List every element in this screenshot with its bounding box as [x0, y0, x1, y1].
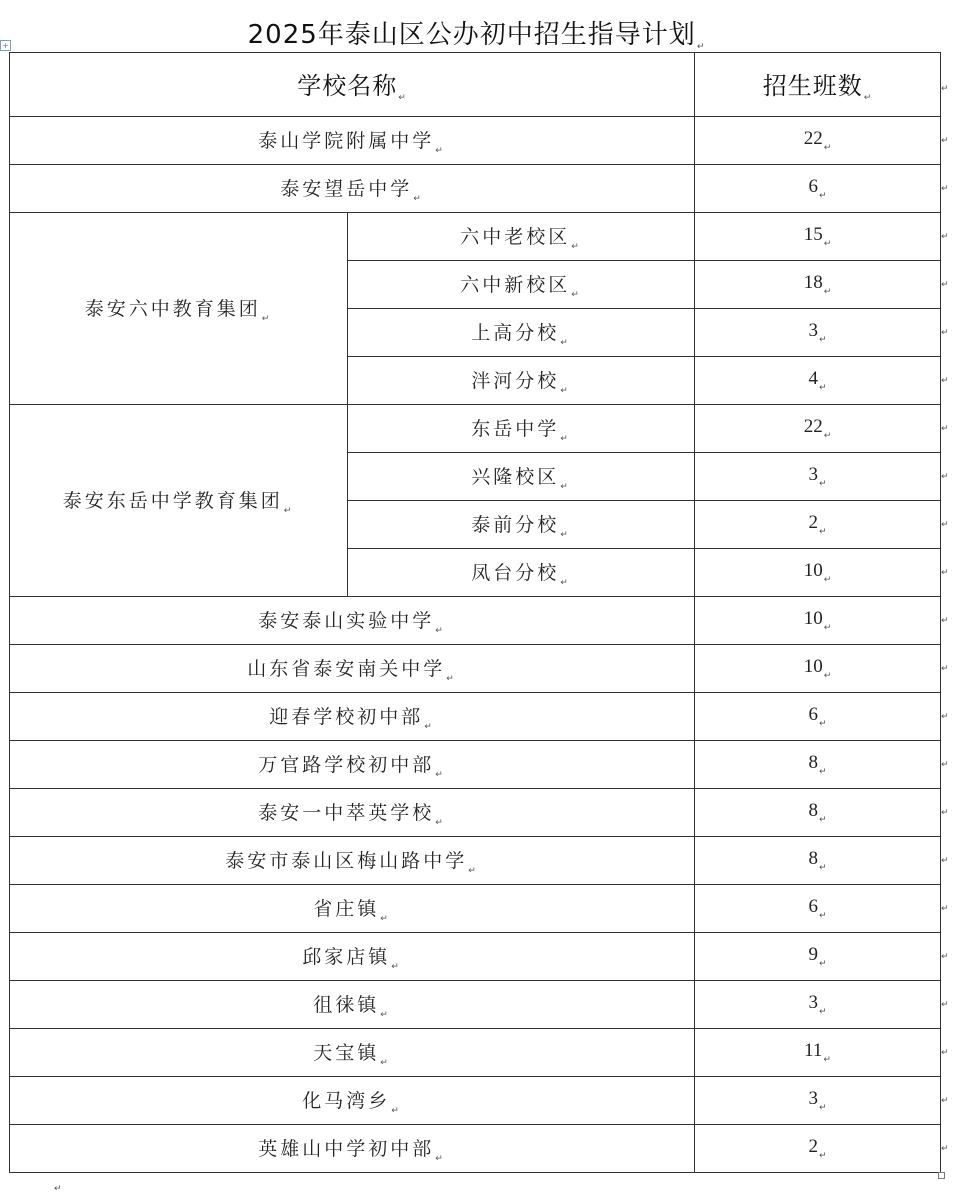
count-cell	[695, 741, 941, 789]
count-cell	[695, 693, 941, 741]
cell-text: 万官路学校初中部	[258, 753, 435, 776]
cell-text: 10	[803, 560, 823, 581]
cell-text: 6	[808, 896, 818, 917]
count-cell	[695, 165, 941, 213]
enrollment-plan-table	[9, 52, 941, 1173]
paragraph-mark-icon: ↵	[818, 863, 827, 873]
table-row	[10, 1029, 941, 1077]
row-end-mark-icon: ↵	[941, 616, 949, 626]
cell-text: 8	[808, 752, 818, 773]
paragraph-mark-icon: ↵	[863, 93, 873, 103]
row-end-mark-icon: ↵	[941, 424, 949, 434]
school-cell	[10, 981, 695, 1029]
paragraph-mark-icon: ↵	[818, 959, 827, 969]
cell-text: 18	[803, 272, 823, 293]
paragraph-mark-icon: ↵	[818, 191, 827, 201]
paragraph-mark-icon: ↵	[823, 287, 832, 297]
group-name-cell	[10, 405, 348, 597]
paragraph-mark-icon: ↵	[818, 1103, 827, 1113]
paragraph-mark-icon: ↵	[696, 42, 706, 52]
row-end-mark-icon: ↵	[941, 520, 949, 530]
campus-cell	[348, 549, 695, 597]
count-cell	[695, 597, 941, 645]
table-row	[10, 165, 941, 213]
cell-text: 兴隆校区	[471, 465, 560, 488]
cell-text: 22	[803, 416, 823, 437]
cell-text: 11	[804, 1040, 823, 1061]
paragraph-mark-icon: ↵	[818, 479, 827, 489]
paragraph-mark-icon: ↵	[818, 911, 827, 921]
paragraph-mark-icon: ↵	[435, 625, 446, 636]
table-header-row	[10, 53, 941, 117]
count-cell	[695, 261, 941, 309]
table-row	[10, 885, 941, 933]
page-title-text: 2025年泰山区公办初中招生指导计划	[247, 20, 696, 50]
count-cell	[695, 837, 941, 885]
table-row	[10, 1077, 941, 1125]
cell-text: 泰安市泰山区梅山路中学	[225, 849, 468, 872]
cell-text: 招生班数	[762, 72, 863, 100]
row-end-mark-icon: ↵	[941, 664, 949, 674]
cell-text: 22	[803, 128, 823, 149]
count-cell	[695, 117, 941, 165]
cell-text: 邱家店镇	[302, 945, 391, 968]
table-row	[10, 741, 941, 789]
cell-text: 10	[803, 656, 823, 677]
school-cell	[10, 1077, 695, 1125]
paragraph-mark-icon: ↵	[468, 865, 479, 876]
table-resize-handle-icon[interactable]	[938, 1172, 945, 1179]
cell-text: 3	[808, 992, 818, 1013]
cell-text: 8	[808, 800, 818, 821]
count-cell	[695, 213, 941, 261]
paragraph-mark-icon: ↵	[435, 145, 446, 156]
cell-text: 泰山学院附属中学	[258, 129, 435, 152]
paragraph-mark-icon: ↵	[424, 721, 435, 732]
paragraph-mark-icon: ↵	[560, 433, 571, 444]
header-class-count	[695, 53, 941, 117]
row-end-mark-icon: ↵	[941, 280, 949, 290]
table-row	[10, 645, 941, 693]
row-end-mark-icon: ↵	[941, 376, 949, 386]
paragraph-mark-icon: ↵	[818, 335, 827, 345]
row-end-mark-icon: ↵	[941, 1000, 949, 1010]
cell-text: 8	[808, 848, 818, 869]
paragraph-mark-icon: ↵	[391, 961, 402, 972]
cell-text: 泰安望岳中学	[280, 177, 413, 200]
paragraph-mark-icon: ↵	[413, 193, 424, 204]
row-end-mark-icon: ↵	[941, 856, 949, 866]
paragraph-mark-icon: ↵	[398, 93, 407, 103]
paragraph-mark-icon: ↵	[818, 1007, 827, 1017]
page-title	[0, 14, 953, 52]
count-cell	[695, 981, 941, 1029]
cell-text: 泮河分校	[471, 369, 560, 392]
table-row	[10, 789, 941, 837]
row-end-mark-icon: ↵	[941, 904, 949, 914]
cell-text: 泰前分校	[471, 513, 560, 536]
cell-text: 3	[808, 464, 818, 485]
paragraph-mark-icon: ↵	[823, 431, 832, 441]
paragraph-mark-icon: ↵	[380, 1057, 391, 1068]
paragraph-mark-icon: ↵	[823, 143, 832, 153]
count-cell	[695, 453, 941, 501]
school-cell	[10, 741, 695, 789]
cell-text: 10	[803, 608, 823, 629]
school-cell	[10, 837, 695, 885]
table-row	[10, 837, 941, 885]
cell-text: 6	[808, 176, 818, 197]
school-cell	[10, 789, 695, 837]
paragraph-mark-icon: ↵	[435, 769, 446, 780]
count-cell	[695, 645, 941, 693]
campus-cell	[348, 213, 695, 261]
campus-cell	[348, 501, 695, 549]
campus-cell	[348, 405, 695, 453]
table-row	[10, 981, 941, 1029]
table-row	[10, 597, 941, 645]
paragraph-mark-icon: ↵	[823, 1055, 831, 1065]
cell-text: 徂徕镇	[313, 993, 380, 1016]
cell-text: 泰安六中教育集团	[84, 297, 261, 320]
school-cell	[10, 1029, 695, 1077]
paragraph-mark-icon: ↵	[571, 241, 582, 252]
row-end-mark-icon: ↵	[941, 136, 949, 146]
table-row	[10, 117, 941, 165]
row-end-mark-icon: ↵	[941, 472, 949, 482]
paragraph-mark-icon: ↵	[818, 719, 827, 729]
cell-text: 东岳中学	[471, 417, 560, 440]
campus-cell	[348, 261, 695, 309]
paragraph-mark-icon: ↵	[446, 673, 457, 684]
paragraph-mark-icon: ↵	[823, 575, 832, 585]
count-cell	[695, 357, 941, 405]
cell-text: 3	[808, 1088, 818, 1109]
paragraph-mark-icon: ↵	[560, 481, 571, 492]
paragraph-mark-icon: ↵	[571, 289, 582, 300]
cell-text: 2	[808, 512, 818, 533]
paragraph-mark-icon: ↵	[818, 1151, 827, 1161]
count-cell	[695, 501, 941, 549]
count-cell	[695, 933, 941, 981]
paragraph-mark-icon: ↵	[823, 623, 832, 633]
row-end-mark-icon: ↵	[941, 328, 949, 338]
paragraph-mark-icon: ↵	[818, 527, 827, 537]
school-cell	[10, 117, 695, 165]
paragraph-mark-icon: ↵	[560, 577, 571, 588]
paragraph-mark-icon: ↵	[823, 239, 832, 249]
cell-text: 泰安一中萃英学校	[258, 801, 435, 824]
table-row	[10, 933, 941, 981]
cell-text: 泰安泰山实验中学	[258, 609, 435, 632]
cell-text: 天宝镇	[313, 1041, 380, 1064]
paragraph-mark-icon: ↵	[391, 1105, 402, 1116]
count-cell	[695, 885, 941, 933]
table-row	[10, 1125, 941, 1173]
school-cell	[10, 933, 695, 981]
cell-text: 4	[808, 368, 818, 389]
row-end-mark-icon: ↵	[941, 232, 949, 242]
cell-text: 凤台分校	[471, 561, 560, 584]
row-end-mark-icon: ↵	[941, 952, 949, 962]
row-end-mark-icon: ↵	[941, 1096, 949, 1106]
school-cell	[10, 645, 695, 693]
cell-text: 英雄山中学初中部	[258, 1137, 435, 1160]
cell-text: 15	[803, 224, 823, 245]
row-end-mark-icon: ↵	[941, 84, 949, 94]
cell-text: 山东省泰安南关中学	[247, 657, 446, 680]
cell-text: 9	[808, 944, 818, 965]
cell-text: 泰安东岳中学教育集团	[62, 489, 283, 512]
header-school-name	[10, 53, 695, 117]
campus-cell	[348, 309, 695, 357]
row-end-mark-icon: ↵	[941, 1048, 949, 1058]
school-cell	[10, 885, 695, 933]
count-cell	[695, 309, 941, 357]
row-end-mark-icon: ↵	[941, 184, 949, 194]
row-end-mark-icon: ↵	[941, 1144, 949, 1154]
count-cell	[695, 789, 941, 837]
paragraph-mark-icon: ↵	[560, 385, 571, 396]
school-cell	[10, 693, 695, 741]
cell-text: 2	[808, 1136, 818, 1157]
paragraph-mark-icon: ↵	[560, 337, 571, 348]
cell-text: 六中老校区	[460, 225, 571, 248]
table-row	[10, 693, 941, 741]
paragraph-mark-icon: ↵	[435, 817, 446, 828]
count-cell	[695, 405, 941, 453]
school-cell	[10, 597, 695, 645]
cell-text: 迎春学校初中部	[269, 705, 424, 728]
paragraph-mark-icon: ↵	[380, 1009, 391, 1020]
paragraph-mark-icon: ↵	[283, 505, 295, 516]
row-end-mark-icon: ↵	[941, 568, 949, 578]
cell-text: 省庄镇	[313, 897, 380, 920]
count-cell	[695, 1077, 941, 1125]
campus-cell	[348, 453, 695, 501]
count-cell	[695, 1125, 941, 1173]
paragraph-mark-icon: ↵	[261, 313, 273, 324]
row-end-mark-icon: ↵	[941, 760, 949, 770]
group-name-cell	[10, 213, 348, 405]
cell-text: 学校名称	[297, 72, 398, 100]
campus-cell	[348, 357, 695, 405]
paragraph-mark-icon: ↵	[818, 383, 827, 393]
count-cell	[695, 549, 941, 597]
paragraph-mark-icon: ↵	[435, 1153, 446, 1164]
school-cell	[10, 1125, 695, 1173]
table-row	[10, 405, 941, 453]
paragraph-mark-icon: ↵	[818, 767, 827, 777]
school-cell	[10, 165, 695, 213]
paragraph-mark-icon: ↵	[818, 815, 827, 825]
count-cell	[695, 1029, 941, 1077]
paragraph-mark-icon: ↵	[823, 671, 832, 681]
table-row	[10, 213, 941, 261]
cell-text: 六中新校区	[460, 273, 571, 296]
row-end-mark-icon: ↵	[941, 808, 949, 818]
cell-text: 上高分校	[471, 321, 560, 344]
paragraph-mark-icon: ↵	[560, 529, 571, 540]
cell-text: 3	[808, 320, 818, 341]
paragraph-mark-icon: ↵	[54, 1184, 62, 1194]
cell-text: 6	[808, 704, 818, 725]
table-move-handle-icon[interactable]: +	[0, 40, 11, 51]
cell-text: 化马湾乡	[302, 1089, 391, 1112]
row-end-mark-icon: ↵	[941, 712, 949, 722]
paragraph-mark-icon: ↵	[380, 913, 391, 924]
